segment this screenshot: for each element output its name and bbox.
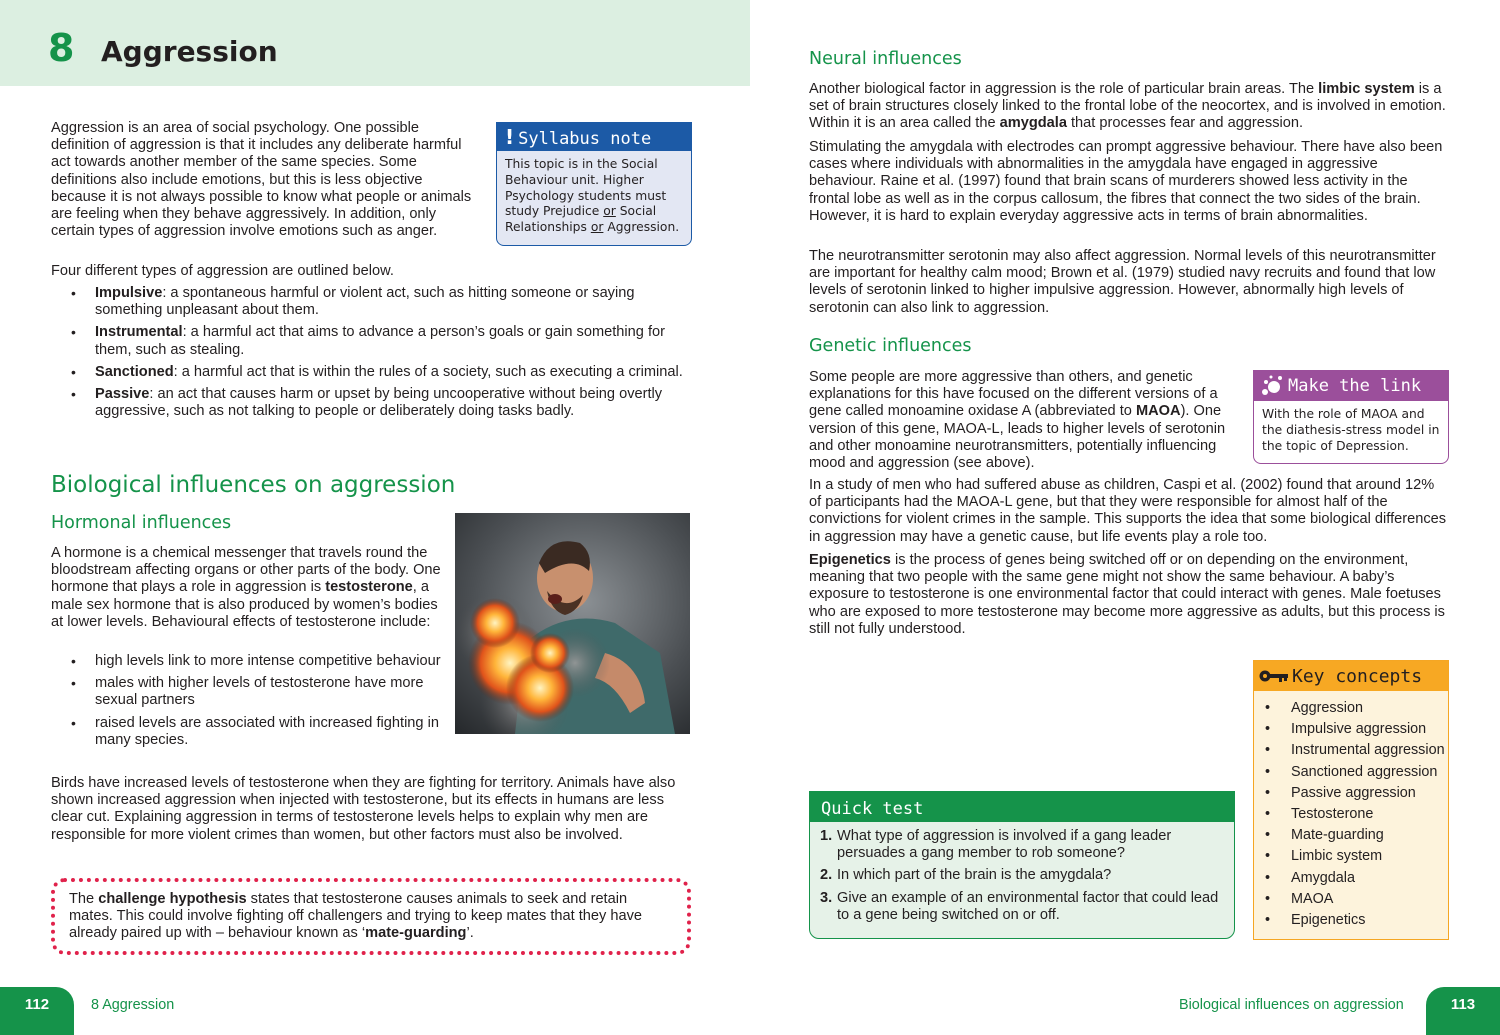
- syllabus-or-2: or: [590, 220, 604, 235]
- section-heading: Biological influences on aggression: [51, 472, 456, 498]
- challenge-text-a: The: [69, 891, 99, 907]
- type-term: Impulsive: [95, 285, 163, 301]
- list-item: • raised levels are associated with increased fighting in many species.: [51, 715, 451, 749]
- hormone-text-a: A hormone is a chemical messenger that travels round the bloodstream affecting organs or other parts of the body. One hormone that plays a role in aggression is: [51, 545, 441, 596]
- type-term: Sanctioned: [95, 363, 174, 380]
- limbic-term: limbic system: [1318, 81, 1415, 97]
- list-item: • Limbic system: [1254, 846, 1448, 867]
- syllabus-note-header: [497, 123, 691, 151]
- genetic-paragraph-2: In a study of men who had suffered abuse as children, Caspi et al. (2002) found that around 12% of participants had the MAOA-L gene, but that they were responsible for almost half of the convictions for violent crimes in the sample. This supports the idea that some biological differences in aggression may have a genetic cause, but life events play a role too.: [809, 477, 1447, 545]
- make-the-link-title: Make the link: [1288, 376, 1422, 396]
- question-text: What type of aggression is involved if a gang leader persuades a gang member to rob someone?: [837, 828, 1172, 862]
- link-bubbles-icon: [1260, 374, 1284, 398]
- amygdala-term: amygdala: [999, 115, 1067, 132]
- epigenetics-paragraph: [809, 552, 1449, 638]
- make-the-link-body: With the role of MAOA and the diathesis-stress model in the topic of Depression.: [1262, 407, 1440, 453]
- maoa-term: MAOA: [1135, 403, 1181, 420]
- syllabus-text-3: Aggression.: [603, 220, 680, 235]
- syllabus-text-2: Social Relationships: [505, 204, 657, 235]
- page-number-right: 113: [1426, 987, 1500, 1035]
- neural-paragraph-2: Stimulating the amygdala with electrodes can prompt aggressive behaviour. There have also been cases where individuals with abnormalities in the amygdala have engaged in aggressive behaviour. Raine et al. (1997) found that brain scans of murderers showed less activity in the frontal lobe as well as in the corpus callosum, the fibres that connect the two sides of the brain. However, it is hard to explain everyday aggressive acts in terms of brain abnormalities.: [809, 139, 1443, 224]
- type-text: : a spontaneous harmful or violent act, such as hitting someone or saying something unpleasant about them.: [95, 285, 635, 319]
- challenge-term: challenge hypothesis: [98, 891, 247, 907]
- list-item: [820, 867, 1224, 884]
- key-concepts-box: [1253, 660, 1449, 940]
- hormone-text-b: , a male sex hormone that is also produced by women’s bodies at lower levels. Behavioural effects of testosterone include:: [51, 579, 438, 630]
- list-item: • high levels link to more intense competitive behaviour: [51, 653, 451, 670]
- genetic-heading: Genetic influences: [809, 336, 972, 356]
- list-item: • Impulsive aggression: [1254, 719, 1448, 740]
- footer-right: Biological influences on aggression: [1179, 997, 1404, 1013]
- list-item: [51, 386, 691, 420]
- challenge-text-b: states that testosterone causes animals to seek and retain mates. This could involve fighting off challengers and trying to keep mates that they have already paired up with – behaviour known as ‘: [69, 891, 643, 942]
- types-intro: Four different types of aggression are outlined below.: [51, 263, 394, 279]
- syllabus-text-1: This topic is in the Social Behaviour unit. Higher Psychology students must study Prejudice: [505, 157, 667, 219]
- list-item: • MAOA: [1254, 889, 1448, 910]
- testosterone-effects-list: [51, 653, 451, 754]
- footer-left: 8 Aggression: [91, 997, 175, 1013]
- hormone-paragraph: [51, 545, 446, 631]
- challenge-text-c: ’.: [466, 925, 474, 942]
- list-item: [51, 285, 691, 319]
- epigenetics-text: is the process of genes being switched off or on depending on the environment, meaning that two people with the same gene might not show the same behaviour. A baby’s exposure to testosterone is one environmental factor that could interact with genes. Male foetuses who are exposed to more testosterone may become more aggressive as adults, but this process is still not fully understood.: [809, 552, 1445, 637]
- question-number: 1.: [820, 828, 833, 844]
- syllabus-note-box: [496, 122, 692, 246]
- key-concepts-header: [1254, 661, 1448, 691]
- page-number-left: 112: [0, 987, 74, 1035]
- list-item: [51, 324, 691, 358]
- genetic-text-a: Some people are more aggressive than others, and genetic explanations for this have focused on the different versions of a gene called monoamine oxidase A (abbreviated to: [809, 369, 1218, 420]
- hormonal-heading: Hormonal influences: [51, 513, 232, 533]
- quick-test-title: Quick test: [810, 792, 1234, 822]
- type-text: : a harmful act that is within the rules of a society, such as executing a criminal.: [173, 363, 683, 380]
- make-the-link-header: [1254, 371, 1448, 401]
- exclamation-icon: !: [505, 125, 515, 149]
- quick-test-box: [809, 791, 1235, 939]
- quick-test-questions: [810, 822, 1234, 924]
- intro-paragraph: Aggression is an area of social psychology. One possible definition of aggression is that it includes any deliberate harmful act towards another member of the same species. Some definitions also include emotions, but this is less objective because it is not always possible to know what people or animals are feeling when they behave aggressively. In addition, only certain types of aggression involve emotions such as anger.: [51, 120, 472, 240]
- chapter-title: Aggression: [101, 35, 278, 68]
- neural-paragraph-1: [809, 81, 1449, 133]
- syllabus-note-body: [497, 151, 691, 242]
- syllabus-or-1: or: [603, 204, 616, 219]
- list-item: • Passive aggression: [1254, 783, 1448, 804]
- list-item: • Aggression: [1254, 698, 1448, 719]
- list-item: • Epigenetics: [1254, 910, 1448, 931]
- question-text: In which part of the brain is the amygdala?: [837, 867, 1112, 884]
- neural-heading: Neural influences: [809, 49, 962, 69]
- type-text: : an act that causes harm or upset by being uncooperative without being overtly aggressive, such as not talking to people or deliberately doing tasks badly.: [95, 386, 663, 420]
- key-icon: [1259, 669, 1289, 683]
- list-item: • Testosterone: [1254, 804, 1448, 825]
- chapter-number: 8: [48, 26, 75, 70]
- type-text: : a harmful act that aims to advance a person’s goals or gain something for them, such as stealing.: [95, 324, 665, 358]
- list-item: [51, 364, 691, 381]
- neural-text-c: that processes fear and aggression.: [1066, 115, 1304, 132]
- make-the-link-box: [1253, 370, 1449, 464]
- challenge-hypothesis-box: [51, 878, 691, 955]
- neural-text-b: is a set of brain structures closely linked to the frontal lobe of the neocortex, and is involved in emotion. Within it is an area called the: [809, 81, 1446, 132]
- epigenetics-term: Epigenetics: [809, 552, 891, 568]
- neural-text-a: Another biological factor in aggression is the role of particular brain areas. The: [809, 81, 1319, 97]
- key-concepts-title: Key concepts: [1292, 666, 1423, 687]
- key-concepts-list: [1254, 691, 1448, 931]
- list-item: • Mate-guarding: [1254, 825, 1448, 846]
- question-number: 3.: [820, 889, 833, 906]
- list-item: [820, 890, 1224, 924]
- type-term: Instrumental: [95, 324, 183, 341]
- list-item: • Sanctioned aggression: [1254, 762, 1448, 783]
- aggression-types-list: [51, 285, 691, 425]
- question-number: 2.: [820, 867, 833, 884]
- neural-paragraph-3: The neurotransmitter serotonin may also affect aggression. Normal levels of this neurotransmitter are important for healthy calm mood; Brown et al. (1979) studied navy recruits and found that low levels of serotonin linked to higher impulsive aggression. However, abnormally high levels of serotonin can also link to aggression.: [809, 248, 1436, 316]
- list-item: • Instrumental aggression: [1254, 740, 1448, 761]
- list-item: • Amygdala: [1254, 868, 1448, 889]
- list-item: • males with higher levels of testosterone have more sexual partners: [51, 675, 451, 709]
- hormone-term: testosterone: [325, 579, 413, 596]
- syllabus-note-title: Syllabus note: [518, 129, 652, 149]
- type-term: Passive: [95, 386, 150, 403]
- angry-man-explosion-photo: [455, 513, 690, 734]
- genetic-text-b: ). One version of this gene, MAOA-L, leads to higher levels of serotonin and other monoamine neurotransmitters, potentially influencing mood and aggression (see above).: [809, 403, 1226, 472]
- question-text: Give an example of an environmental factor that could lead to a gene being switched on or off.: [837, 889, 1219, 923]
- birds-paragraph: Birds have increased levels of testosterone when they are fighting for territory. Animals have also shown increased aggression when injected with testosterone, but its effects in humans are less clear cut. Explaining aggression in terms of testosterone levels helps to explain why men are responsible for more violent crimes than women, but other factors must also be involved.: [51, 775, 676, 843]
- list-item: [820, 828, 1224, 862]
- genetic-paragraph-1: [809, 369, 1239, 472]
- mate-guarding-term: mate-guarding: [365, 925, 467, 942]
